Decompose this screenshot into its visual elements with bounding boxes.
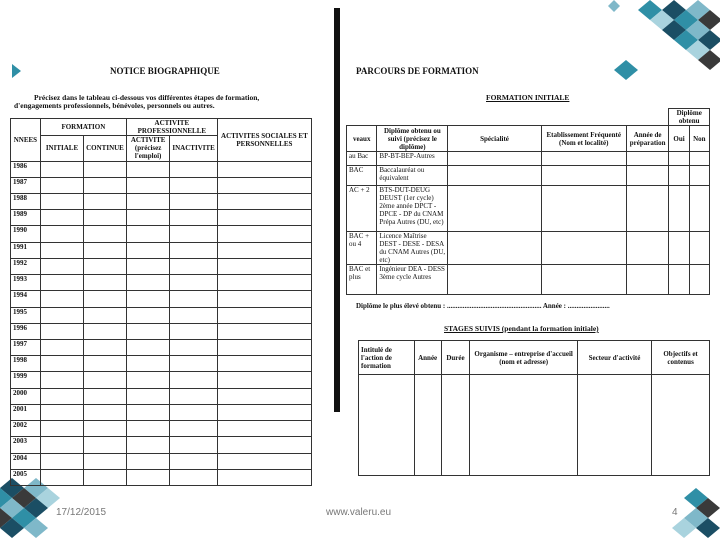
col-stage-annee: Année [414, 341, 441, 375]
year-cell: 1995 [11, 307, 41, 323]
table-row [11, 453, 312, 469]
col-annee: Année de préparation [626, 126, 669, 152]
table-row [11, 226, 312, 242]
table-row [11, 356, 312, 372]
table-row [11, 404, 312, 420]
table-row [11, 437, 312, 453]
year-cell: 1992 [11, 258, 41, 274]
table-row: au Bac BP-BT-BEP-Autres [347, 152, 710, 166]
table-row [11, 161, 312, 177]
col-formation: FORMATION [40, 119, 126, 136]
col-non: Non [689, 126, 709, 152]
year-cell: 1993 [11, 275, 41, 291]
table-row [11, 339, 312, 355]
year-cell: 2002 [11, 421, 41, 437]
year-cell: 2001 [11, 404, 41, 420]
year-cell: 1986 [11, 161, 41, 177]
table-row [11, 275, 312, 291]
top-right-mosaic [590, 0, 720, 90]
table-row: BAC et plus Ingénieur DEA - DESS 3ème cycle Autres [347, 265, 710, 295]
left-doc-instruction-2: d'engagements professionnels, bénévoles, personnels ou autres. [14, 101, 215, 110]
table-row: AC + 2 BTS-DUT-DEUG DEUST (1er cycle) 2ème année DPCT - DPCE - DP du CNAM Prépa Autres (DU, etc) [347, 186, 710, 232]
col-intitule: Intitulé de l'action de formation [359, 341, 415, 375]
year-cell: 1987 [11, 177, 41, 193]
col-initiale: INITIALE [40, 136, 83, 161]
bottom-left-mosaic [0, 478, 60, 540]
col-secteur: Secteur d'activité [577, 341, 651, 375]
left-doc-instruction-1: Précisez dans le tableau ci-dessous vos différentes étapes de formation, [34, 93, 260, 102]
right-doc-subtitle: FORMATION INITIALE [486, 93, 570, 102]
table-row [11, 177, 312, 193]
table-row [11, 421, 312, 437]
formation-table [346, 108, 710, 295]
table-row [11, 323, 312, 339]
col-continue: CONTINUE [84, 136, 127, 161]
col-diplome: Diplôme obtenu ou suivi (précisez le diplôme) [377, 126, 448, 152]
year-cell: 1991 [11, 242, 41, 258]
year-cell: 1996 [11, 323, 41, 339]
col-objectifs: Objectifs et contenus [652, 341, 710, 375]
table-row [11, 194, 312, 210]
left-doc-title: NOTICE BIOGRAPHIQUE [110, 66, 220, 76]
year-cell: 1997 [11, 339, 41, 355]
col-oui: Oui [669, 126, 689, 152]
right-arrow-marker-icon [624, 64, 634, 78]
table-row [11, 307, 312, 323]
table-row: BAC Baccalauréat ou équivalent [347, 166, 710, 186]
col-active: ACTIVITE (précisez l'emploi) [126, 136, 170, 161]
col-specialite: Spécialité [448, 126, 541, 152]
col-annees: NNEES [11, 119, 41, 162]
highest-diploma-line: Diplôme le plus élevé obtenu : ...................................................... Année : ........................ [356, 302, 610, 310]
year-cell: 1999 [11, 372, 41, 388]
table-row [11, 242, 312, 258]
table-row [11, 291, 312, 307]
bottom-right-mosaic [672, 488, 720, 540]
year-cell: 2004 [11, 453, 41, 469]
table-row [11, 388, 312, 404]
year-cell: 1989 [11, 210, 41, 226]
col-niveaux: veaux [347, 126, 377, 152]
footer-page-number: 4 [672, 507, 678, 518]
table-row: BAC + ou 4 Licence Maîtrise DEST - DESE - DESA du CNAM Autres (DU, etc) [347, 232, 710, 265]
stages-title: STAGES SUIVIS (pendant la formation initiale) [444, 324, 599, 333]
table-row [11, 469, 312, 485]
table-row [11, 258, 312, 274]
year-cell: 2003 [11, 437, 41, 453]
year-cell: 2005 [11, 469, 41, 485]
year-cell: 1994 [11, 291, 41, 307]
year-cell: 1998 [11, 356, 41, 372]
col-sociales: ACTIVITES SOCIALES ET PERSONNELLES [217, 119, 311, 162]
col-duree: Durée [441, 341, 470, 375]
col-diplome-obtenu: Diplôme obtenu [669, 109, 710, 126]
vertical-divider [334, 8, 340, 412]
left-arrow-marker-icon [12, 64, 22, 78]
stages-table [358, 340, 710, 476]
col-organisme: Organisme – entreprise d'accueil (nom et adresse) [470, 341, 577, 375]
right-doc-title: PARCOURS DE FORMATION [356, 66, 479, 76]
year-cell: 1990 [11, 226, 41, 242]
footer-website: www.valeru.eu [326, 507, 392, 518]
table-row [11, 210, 312, 226]
year-cell: 1988 [11, 194, 41, 210]
table-row [11, 372, 312, 388]
biography-table [10, 118, 312, 486]
col-inactivite: INACTIVITE [170, 136, 217, 161]
year-cell: 2000 [11, 388, 41, 404]
col-etablissement: Etablissement Fréquenté (Nom et localité) [541, 126, 626, 152]
col-activite-pro: ACTIVITE PROFESSIONNELLE [126, 119, 217, 136]
footer-date: 17/12/2015 [56, 507, 107, 518]
